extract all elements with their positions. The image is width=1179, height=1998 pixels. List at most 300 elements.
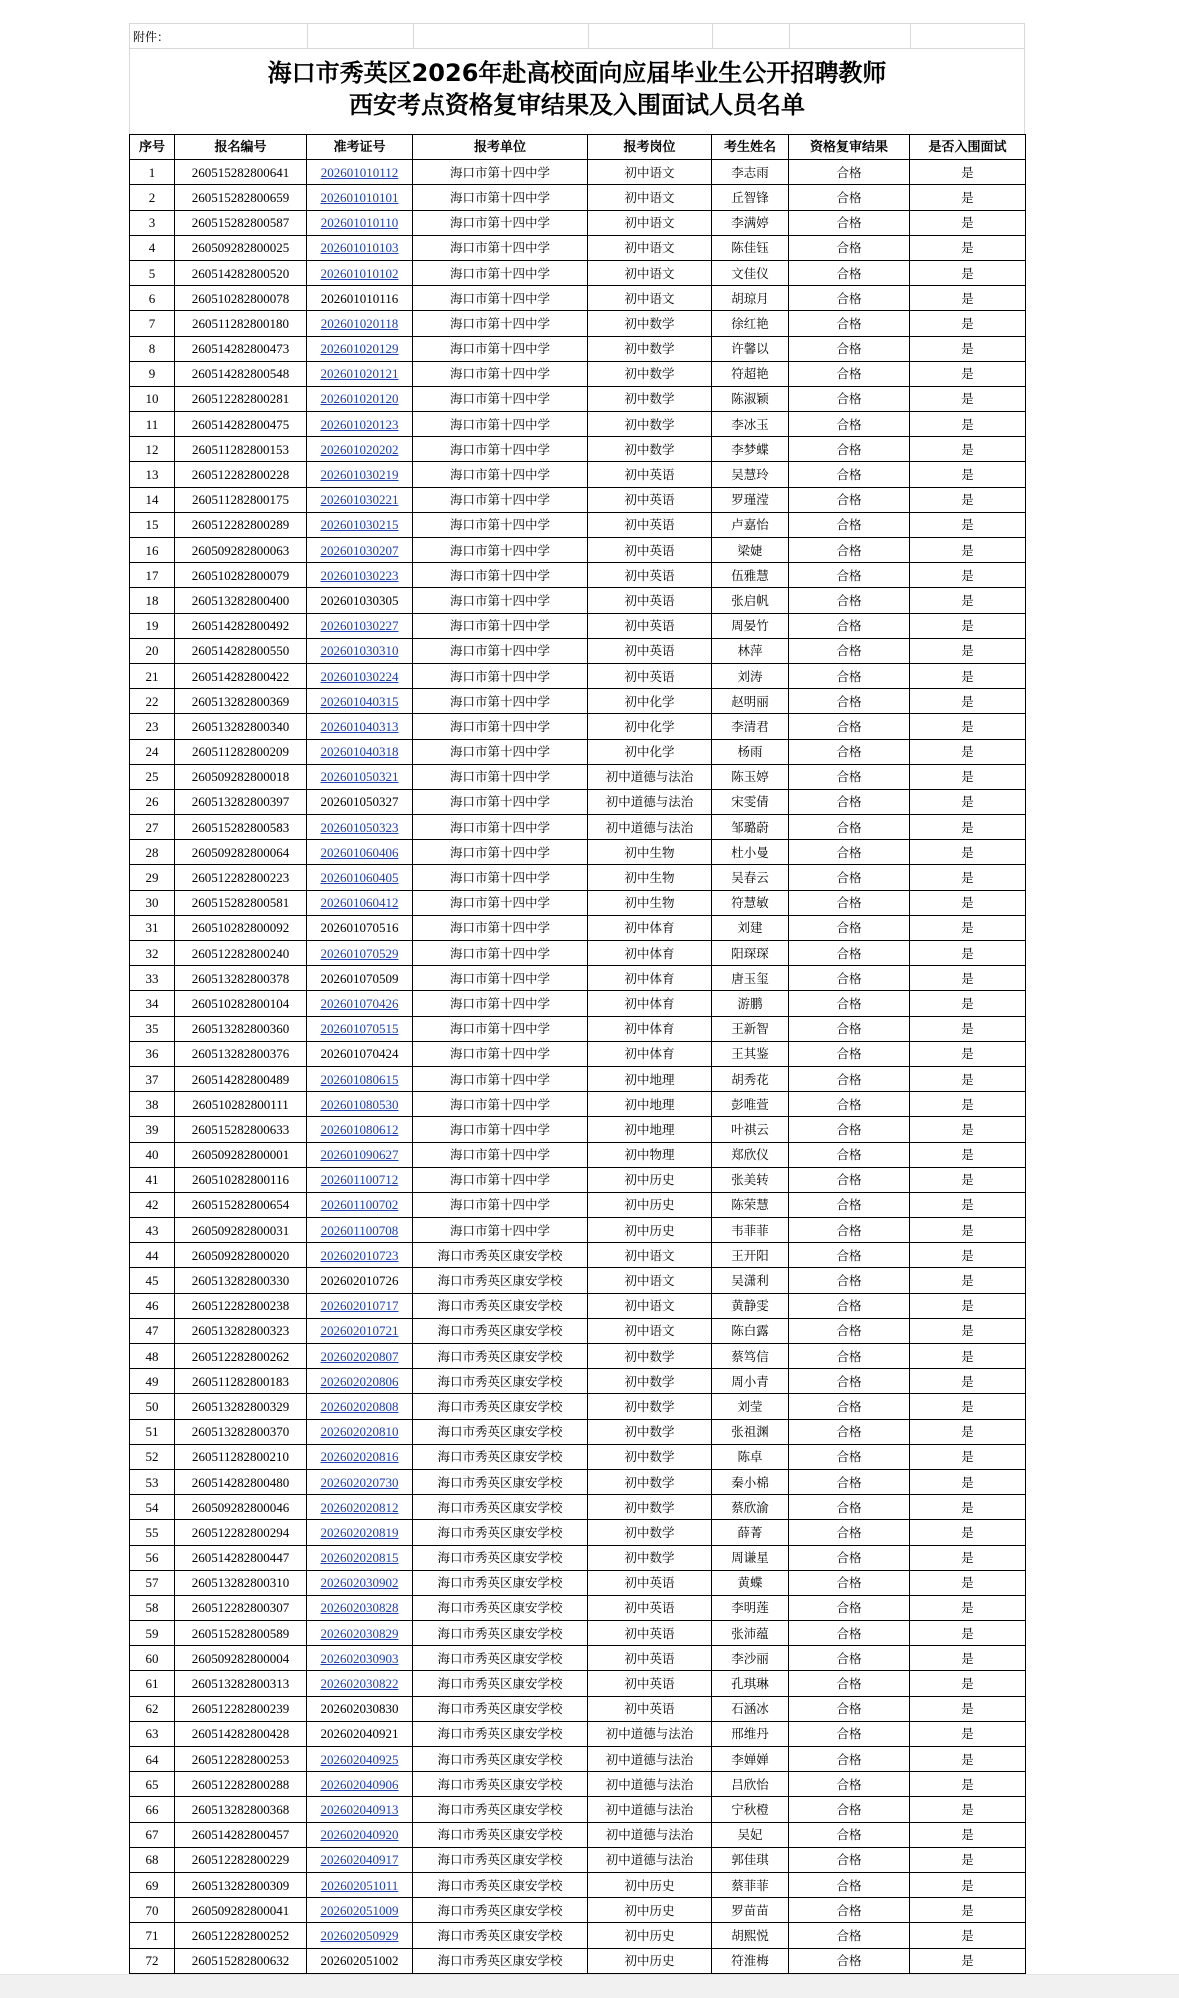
cell-interview-shortlist: 是 — [910, 311, 1026, 336]
cell-candidate-name: 韦菲菲 — [712, 1218, 789, 1243]
cell-registration-id: 260509282800025 — [175, 235, 307, 260]
table-row — [130, 840, 1026, 865]
cell-candidate-name: 宋雯倩 — [712, 789, 789, 814]
cell-admission-ticket[interactable] — [307, 512, 413, 537]
admission-ticket-text: 202602030830 — [320, 1701, 399, 1717]
cell-admission-ticket[interactable] — [307, 815, 413, 840]
cell-admission-ticket[interactable] — [307, 386, 413, 411]
cell-position: 初中体育 — [588, 991, 712, 1016]
admission-ticket-link[interactable]: 202601020129 — [320, 341, 399, 357]
admission-ticket-link[interactable]: 202601030207 — [320, 542, 399, 558]
admission-ticket-link[interactable]: 202601040313 — [320, 718, 399, 734]
table-row — [130, 1092, 1026, 1117]
cell-index: 14 — [130, 487, 175, 512]
cell-review-result: 合格 — [789, 1646, 910, 1671]
cell-admission-ticket[interactable] — [307, 437, 413, 462]
cell-candidate-name: 邢维丹 — [712, 1721, 789, 1746]
cell-registration-id: 260514282800480 — [175, 1469, 307, 1494]
admission-ticket-link[interactable]: 202601040315 — [320, 693, 399, 709]
cell-candidate-name: 周晏竹 — [712, 613, 789, 638]
admission-ticket-link[interactable]: 202602020807 — [320, 1348, 399, 1364]
cell-candidate-name: 李冰玉 — [712, 412, 789, 437]
table-row — [130, 1016, 1026, 1041]
cell-position: 初中道德与法治 — [588, 764, 712, 789]
cell-admission-ticket[interactable] — [307, 160, 413, 185]
cell-candidate-name: 李沙丽 — [712, 1646, 789, 1671]
cell-admission-ticket[interactable] — [307, 865, 413, 890]
cell-review-result: 合格 — [789, 613, 910, 638]
cell-school: 海口市第十四中学 — [413, 361, 588, 386]
cell-index: 53 — [130, 1469, 175, 1494]
cell-candidate-name: 黄静雯 — [712, 1293, 789, 1318]
admission-ticket-link[interactable]: 202602020816 — [320, 1449, 399, 1465]
cell-candidate-name: 李清君 — [712, 714, 789, 739]
cell-candidate-name: 陈佳钰 — [712, 235, 789, 260]
cell-position: 初中历史 — [588, 1192, 712, 1217]
cell-review-result: 合格 — [789, 588, 910, 613]
cell-admission-ticket[interactable] — [307, 1344, 413, 1369]
cell-candidate-name: 张启帆 — [712, 588, 789, 613]
admission-ticket-link[interactable]: 202601010112 — [320, 164, 399, 180]
cell-admission-ticket[interactable] — [307, 1016, 413, 1041]
cell-admission-ticket[interactable] — [307, 941, 413, 966]
cell-admission-ticket[interactable] — [307, 412, 413, 437]
cell-interview-shortlist: 是 — [910, 991, 1026, 1016]
cell-index: 17 — [130, 563, 175, 588]
admission-ticket-link[interactable]: 202601100702 — [320, 1197, 399, 1213]
cell-review-result: 合格 — [789, 941, 910, 966]
admission-ticket-link[interactable]: 202601010110 — [320, 215, 399, 231]
cell-review-result: 合格 — [789, 1016, 910, 1041]
cell-admission-ticket[interactable] — [307, 1621, 413, 1646]
cell-admission-ticket[interactable] — [307, 739, 413, 764]
cell-school: 海口市第十四中学 — [413, 1092, 588, 1117]
cell-admission-ticket[interactable] — [307, 1847, 413, 1872]
cell-index: 72 — [130, 1948, 175, 1973]
admission-ticket-link[interactable]: 202601090627 — [320, 1147, 399, 1163]
admission-ticket-link[interactable]: 202601020123 — [320, 416, 399, 432]
cell-admission-ticket[interactable] — [307, 311, 413, 336]
cell-registration-id: 260509282800041 — [175, 1898, 307, 1923]
admission-ticket-link[interactable]: 202601050323 — [320, 819, 399, 835]
cell-admission-ticket[interactable] — [307, 1142, 413, 1167]
cell-review-result: 合格 — [789, 1872, 910, 1897]
admission-ticket-text: 202601010116 — [320, 290, 399, 306]
table-row — [130, 1747, 1026, 1772]
cell-admission-ticket[interactable] — [307, 336, 413, 361]
cell-admission-ticket[interactable] — [307, 613, 413, 638]
admission-ticket-link[interactable]: 202601060405 — [320, 870, 399, 886]
cell-review-result: 合格 — [789, 840, 910, 865]
cell-admission-ticket[interactable] — [307, 1469, 413, 1494]
admission-ticket-link[interactable]: 202601020121 — [320, 366, 399, 382]
cell-review-result: 合格 — [789, 1847, 910, 1872]
cell-position: 初中语文 — [588, 160, 712, 185]
cell-interview-shortlist: 是 — [910, 789, 1026, 814]
cell-admission-ticket[interactable] — [307, 714, 413, 739]
cell-position: 初中英语 — [588, 663, 712, 688]
cell-candidate-name: 林萍 — [712, 638, 789, 663]
cell-admission-ticket[interactable] — [307, 1495, 413, 1520]
cell-index: 5 — [130, 260, 175, 285]
table-row — [130, 1192, 1026, 1217]
cell-admission-ticket[interactable] — [307, 1419, 413, 1444]
cell-review-result: 合格 — [789, 1268, 910, 1293]
cell-candidate-name: 陈卓 — [712, 1444, 789, 1469]
table-row — [130, 1847, 1026, 1872]
admission-ticket-link[interactable]: 202601070426 — [320, 995, 399, 1011]
admission-ticket-link[interactable]: 202601030227 — [320, 618, 399, 634]
cell-candidate-name: 梁婕 — [712, 538, 789, 563]
cell-school: 海口市第十四中学 — [413, 966, 588, 991]
cell-admission-ticket[interactable] — [307, 1218, 413, 1243]
admission-ticket-link[interactable]: 202601030219 — [320, 467, 399, 483]
cell-position: 初中英语 — [588, 1621, 712, 1646]
cell-index: 65 — [130, 1772, 175, 1797]
admission-ticket-link[interactable]: 202601010103 — [320, 240, 399, 256]
admission-ticket-link[interactable]: 202601070529 — [320, 945, 399, 961]
cell-index: 50 — [130, 1394, 175, 1419]
cell-school: 海口市第十四中学 — [413, 1192, 588, 1217]
cell-candidate-name: 符超艳 — [712, 361, 789, 386]
cell-interview-shortlist: 是 — [910, 1570, 1026, 1595]
cell-school: 海口市第十四中学 — [413, 1066, 588, 1091]
cell-index: 67 — [130, 1822, 175, 1847]
cell-position: 初中英语 — [588, 512, 712, 537]
cell-interview-shortlist: 是 — [910, 386, 1026, 411]
table-row — [130, 815, 1026, 840]
cell-interview-shortlist: 是 — [910, 1898, 1026, 1923]
cell-admission-ticket[interactable] — [307, 185, 413, 210]
table-row — [130, 1696, 1026, 1721]
cell-admission-ticket[interactable] — [307, 991, 413, 1016]
cell-interview-shortlist: 是 — [910, 1671, 1026, 1696]
cell-admission-ticket[interactable] — [307, 1772, 413, 1797]
cell-index: 19 — [130, 613, 175, 638]
cell-position: 初中体育 — [588, 1016, 712, 1041]
cell-position: 初中历史 — [588, 1167, 712, 1192]
admission-ticket-link[interactable]: 202602020812 — [320, 1499, 399, 1515]
admission-ticket-link[interactable]: 202601100708 — [320, 1222, 399, 1238]
admission-ticket-link[interactable]: 202602040913 — [320, 1801, 399, 1817]
cell-review-result: 合格 — [789, 991, 910, 1016]
table-row — [130, 487, 1026, 512]
cell-interview-shortlist: 是 — [910, 1520, 1026, 1545]
cell-admission-ticket — [307, 1948, 413, 1973]
cell-position: 初中英语 — [588, 487, 712, 512]
cell-candidate-name: 陈玉婷 — [712, 764, 789, 789]
admission-ticket-link[interactable]: 202601020202 — [320, 441, 399, 457]
cell-candidate-name: 薛菁 — [712, 1520, 789, 1545]
admission-ticket-link[interactable]: 202601060406 — [320, 844, 399, 860]
admission-ticket-link[interactable]: 202601010102 — [320, 265, 399, 281]
table-row — [130, 1872, 1026, 1897]
cell-registration-id: 260510282800092 — [175, 915, 307, 940]
admission-ticket-link[interactable]: 202601050321 — [320, 769, 399, 785]
admission-ticket-link[interactable]: 202601030223 — [320, 567, 399, 583]
cell-admission-ticket — [307, 1721, 413, 1746]
cell-index: 70 — [130, 1898, 175, 1923]
cell-admission-ticket[interactable] — [307, 487, 413, 512]
cell-admission-ticket[interactable] — [307, 210, 413, 235]
cell-admission-ticket[interactable] — [307, 563, 413, 588]
cell-admission-ticket[interactable] — [307, 1394, 413, 1419]
cell-school: 海口市第十四中学 — [413, 613, 588, 638]
cell-admission-ticket[interactable] — [307, 638, 413, 663]
cell-review-result: 合格 — [789, 1898, 910, 1923]
cell-review-result: 合格 — [789, 915, 910, 940]
cell-review-result: 合格 — [789, 1520, 910, 1545]
admission-ticket-link[interactable]: 202602040920 — [320, 1827, 399, 1843]
admission-ticket-link[interactable]: 202602020819 — [320, 1524, 399, 1540]
cell-interview-shortlist: 是 — [910, 1016, 1026, 1041]
admission-ticket-link[interactable]: 202602040925 — [320, 1751, 399, 1767]
table-row — [130, 260, 1026, 285]
cell-admission-ticket[interactable] — [307, 1872, 413, 1897]
admission-ticket-link[interactable]: 202602040906 — [320, 1776, 399, 1792]
cell-admission-ticket[interactable] — [307, 1898, 413, 1923]
admission-ticket-link[interactable]: 202602050929 — [320, 1927, 399, 1943]
admission-ticket-link[interactable]: 202602020806 — [320, 1373, 399, 1389]
col-header-registration-id: 报名编号 — [175, 135, 307, 160]
cell-school: 海口市秀英区康安学校 — [413, 1495, 588, 1520]
cell-position: 初中道德与法治 — [588, 789, 712, 814]
cell-admission-ticket[interactable] — [307, 235, 413, 260]
cell-candidate-name: 郭佳琪 — [712, 1847, 789, 1872]
cell-admission-ticket[interactable] — [307, 1545, 413, 1570]
cell-index: 41 — [130, 1167, 175, 1192]
cell-registration-id: 260512282800238 — [175, 1293, 307, 1318]
admission-ticket-link[interactable]: 202601010101 — [320, 189, 399, 205]
admission-ticket-link[interactable]: 202601030224 — [320, 668, 399, 684]
cell-admission-ticket[interactable] — [307, 764, 413, 789]
cell-admission-ticket[interactable] — [307, 538, 413, 563]
cell-interview-shortlist: 是 — [910, 563, 1026, 588]
cell-index: 48 — [130, 1344, 175, 1369]
cell-interview-shortlist: 是 — [910, 588, 1026, 613]
admission-ticket-link[interactable]: 202602010721 — [320, 1323, 399, 1339]
cell-index: 56 — [130, 1545, 175, 1570]
cell-registration-id: 260514282800422 — [175, 663, 307, 688]
cell-registration-id: 260514282800457 — [175, 1822, 307, 1847]
admission-ticket-link[interactable]: 202601040318 — [320, 744, 399, 760]
admission-ticket-link[interactable]: 202601070515 — [320, 1021, 399, 1037]
cell-index: 46 — [130, 1293, 175, 1318]
admission-ticket-link[interactable]: 202602030903 — [320, 1650, 399, 1666]
table-row — [130, 538, 1026, 563]
cell-school: 海口市第十四中学 — [413, 185, 588, 210]
admission-ticket-link[interactable]: 202601060412 — [320, 895, 399, 911]
admission-ticket-link[interactable]: 202602030828 — [320, 1600, 399, 1616]
cell-registration-id: 260513282800329 — [175, 1394, 307, 1419]
cell-position: 初中语文 — [588, 286, 712, 311]
admission-ticket-link[interactable]: 202602030822 — [320, 1676, 399, 1692]
cell-review-result: 合格 — [789, 1092, 910, 1117]
cell-admission-ticket[interactable] — [307, 1797, 413, 1822]
cell-registration-id: 260514282800492 — [175, 613, 307, 638]
cell-index: 28 — [130, 840, 175, 865]
cell-admission-ticket[interactable] — [307, 689, 413, 714]
cell-admission-ticket[interactable] — [307, 1243, 413, 1268]
cell-review-result: 合格 — [789, 1545, 910, 1570]
cell-admission-ticket[interactable] — [307, 361, 413, 386]
cell-admission-ticket — [307, 1041, 413, 1066]
cell-review-result: 合格 — [789, 1469, 910, 1494]
cell-admission-ticket[interactable] — [307, 1318, 413, 1343]
cell-registration-id: 260511282800209 — [175, 739, 307, 764]
cell-admission-ticket[interactable] — [307, 1369, 413, 1394]
cell-review-result: 合格 — [789, 1495, 910, 1520]
cell-school: 海口市秀英区康安学校 — [413, 1369, 588, 1394]
cell-school: 海口市秀英区康安学校 — [413, 1394, 588, 1419]
cell-index: 15 — [130, 512, 175, 537]
admission-ticket-link[interactable]: 202601080530 — [320, 1096, 399, 1112]
admission-ticket-link[interactable]: 202602030902 — [320, 1575, 399, 1591]
cell-registration-id: 260513282800330 — [175, 1268, 307, 1293]
table-row — [130, 1570, 1026, 1595]
cell-review-result: 合格 — [789, 1041, 910, 1066]
table-row — [130, 890, 1026, 915]
cell-interview-shortlist: 是 — [910, 336, 1026, 361]
cell-review-result: 合格 — [789, 487, 910, 512]
cell-interview-shortlist: 是 — [910, 689, 1026, 714]
cell-index: 42 — [130, 1192, 175, 1217]
cell-candidate-name: 秦小棉 — [712, 1469, 789, 1494]
cell-admission-ticket — [307, 1268, 413, 1293]
admission-ticket-link[interactable]: 202602020730 — [320, 1474, 399, 1490]
admission-ticket-link[interactable]: 202601100712 — [320, 1172, 399, 1188]
admission-ticket-link[interactable]: 202601080612 — [320, 1121, 399, 1137]
cell-candidate-name: 罗瑾滢 — [712, 487, 789, 512]
cell-registration-id: 260512282800307 — [175, 1595, 307, 1620]
cell-school: 海口市第十四中学 — [413, 1041, 588, 1066]
cell-interview-shortlist: 是 — [910, 1948, 1026, 1973]
cell-admission-ticket[interactable] — [307, 1192, 413, 1217]
cell-review-result: 合格 — [789, 1142, 910, 1167]
table-row — [130, 336, 1026, 361]
cell-admission-ticket[interactable] — [307, 1646, 413, 1671]
admission-ticket-link[interactable]: 202602020810 — [320, 1424, 399, 1440]
document-title — [129, 48, 1025, 134]
cell-admission-ticket[interactable] — [307, 462, 413, 487]
admission-ticket-link[interactable]: 202602030829 — [320, 1625, 399, 1641]
admission-ticket-link[interactable]: 202602051011 — [320, 1877, 399, 1893]
cell-position: 初中英语 — [588, 538, 712, 563]
cell-index: 20 — [130, 638, 175, 663]
cell-position: 初中道德与法治 — [588, 1822, 712, 1847]
cell-admission-ticket[interactable] — [307, 1822, 413, 1847]
cell-index: 40 — [130, 1142, 175, 1167]
cell-candidate-name: 周小青 — [712, 1369, 789, 1394]
cell-admission-ticket[interactable] — [307, 890, 413, 915]
admission-ticket-link[interactable]: 202602040917 — [320, 1852, 399, 1868]
cell-registration-id: 260515282800659 — [175, 185, 307, 210]
cell-candidate-name: 李满婷 — [712, 210, 789, 235]
cell-candidate-name: 丘智锋 — [712, 185, 789, 210]
cell-index: 30 — [130, 890, 175, 915]
cell-registration-id: 260514282800548 — [175, 361, 307, 386]
cell-school: 海口市第十四中学 — [413, 991, 588, 1016]
cell-interview-shortlist: 是 — [910, 1344, 1026, 1369]
admission-ticket-link[interactable]: 202601020118 — [320, 315, 399, 331]
cell-admission-ticket[interactable] — [307, 1293, 413, 1318]
table-row — [130, 663, 1026, 688]
cell-admission-ticket[interactable] — [307, 1923, 413, 1948]
table-row — [130, 1318, 1026, 1343]
cell-admission-ticket[interactable] — [307, 1117, 413, 1142]
cell-registration-id: 260511282800153 — [175, 437, 307, 462]
admission-ticket-link[interactable]: 202602020808 — [320, 1398, 399, 1414]
cell-index: 63 — [130, 1721, 175, 1746]
cell-position: 初中语文 — [588, 260, 712, 285]
cell-position: 初中历史 — [588, 1898, 712, 1923]
cell-index: 54 — [130, 1495, 175, 1520]
cell-interview-shortlist: 是 — [910, 1167, 1026, 1192]
cell-admission-ticket[interactable] — [307, 1066, 413, 1091]
cell-admission-ticket[interactable] — [307, 1444, 413, 1469]
cell-admission-ticket[interactable] — [307, 840, 413, 865]
cell-admission-ticket[interactable] — [307, 260, 413, 285]
admission-ticket-link[interactable]: 202602010717 — [320, 1298, 399, 1314]
admission-ticket-link[interactable]: 202602051009 — [320, 1902, 399, 1918]
cell-registration-id: 260513282800400 — [175, 588, 307, 613]
admission-ticket-link[interactable]: 202601020120 — [320, 391, 399, 407]
cell-admission-ticket[interactable] — [307, 1167, 413, 1192]
table-row — [130, 1268, 1026, 1293]
results-table — [129, 134, 1026, 1974]
cell-admission-ticket[interactable] — [307, 1671, 413, 1696]
cell-registration-id: 260509282800004 — [175, 1646, 307, 1671]
admission-ticket-link[interactable]: 202601080615 — [320, 1071, 399, 1087]
cell-index: 29 — [130, 865, 175, 890]
table-row — [130, 412, 1026, 437]
cell-registration-id: 260513282800370 — [175, 1419, 307, 1444]
cell-position: 初中体育 — [588, 941, 712, 966]
table-row — [130, 1419, 1026, 1444]
cell-admission-ticket[interactable] — [307, 1570, 413, 1595]
cell-registration-id: 260515282800589 — [175, 1621, 307, 1646]
cell-registration-id: 260515282800641 — [175, 160, 307, 185]
cell-index: 39 — [130, 1117, 175, 1142]
cell-review-result: 合格 — [789, 865, 910, 890]
cell-school: 海口市秀英区康安学校 — [413, 1595, 588, 1620]
cell-review-result: 合格 — [789, 739, 910, 764]
cell-candidate-name: 吴妃 — [712, 1822, 789, 1847]
cell-admission-ticket[interactable] — [307, 1595, 413, 1620]
cell-index: 8 — [130, 336, 175, 361]
admission-ticket-link[interactable]: 202601030221 — [320, 492, 399, 508]
admission-ticket-link[interactable]: 202601030310 — [320, 643, 399, 659]
cell-position: 初中数学 — [588, 386, 712, 411]
admission-ticket-link[interactable]: 202601030215 — [320, 517, 399, 533]
cell-admission-ticket[interactable] — [307, 1092, 413, 1117]
table-row — [130, 210, 1026, 235]
cell-registration-id: 260510282800116 — [175, 1167, 307, 1192]
cell-admission-ticket[interactable] — [307, 1747, 413, 1772]
cell-admission-ticket[interactable] — [307, 663, 413, 688]
cell-candidate-name: 杨雨 — [712, 739, 789, 764]
cell-registration-id: 260513282800313 — [175, 1671, 307, 1696]
admission-ticket-link[interactable]: 202602020815 — [320, 1550, 399, 1566]
admission-ticket-link[interactable]: 202602010723 — [320, 1247, 399, 1263]
col-header-school: 报考单位 — [413, 135, 588, 160]
cell-admission-ticket[interactable] — [307, 1520, 413, 1545]
cell-position: 初中语文 — [588, 210, 712, 235]
cell-review-result: 合格 — [789, 160, 910, 185]
cell-interview-shortlist: 是 — [910, 1142, 1026, 1167]
cell-review-result: 合格 — [789, 512, 910, 537]
cell-review-result: 合格 — [789, 1948, 910, 1973]
